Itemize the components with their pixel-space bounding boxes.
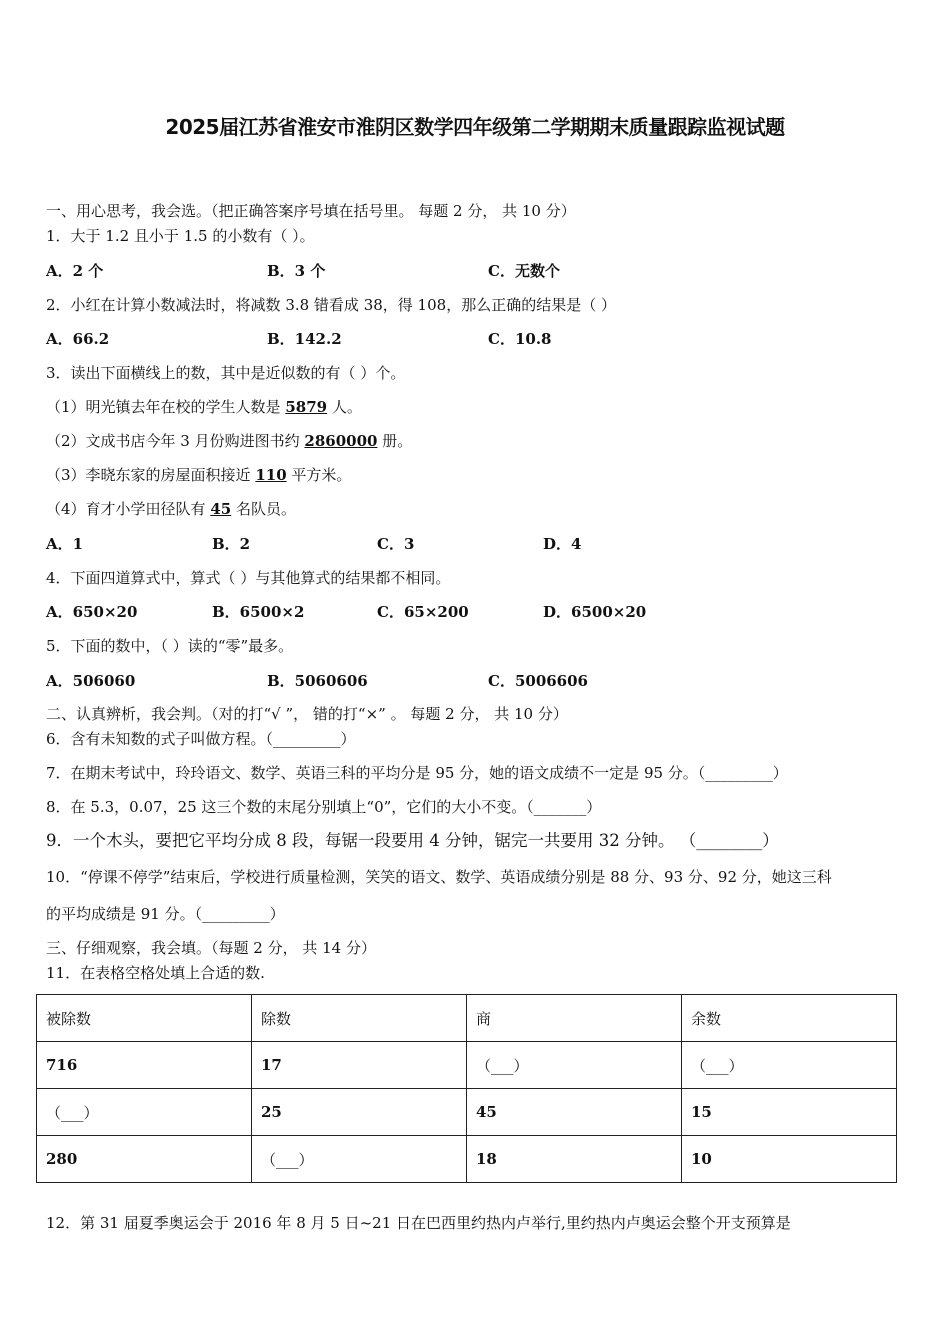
section-2-heading: 二、认真辨析，我会判。（对的打“√ ”， 错的打“×” 。 每题 2 分， 共 10 分） xyxy=(46,705,568,723)
table-cell: 25 xyxy=(252,1089,467,1136)
table-row xyxy=(37,1136,897,1183)
q1-option-c: C．无数个 xyxy=(488,262,560,280)
division-table xyxy=(36,994,897,1183)
table-cell: 280 xyxy=(37,1136,252,1183)
header-quotient: 商 xyxy=(467,995,682,1042)
q4-option-b: B．6500×2 xyxy=(212,603,305,621)
q3-item-1: （1）明光镇去年在校的学生人数是 5879 人。 xyxy=(46,398,362,416)
q2-option-c: C．10.8 xyxy=(488,330,552,348)
section-1-heading: 一、用心思考，我会选。（把正确答案序号填在括号里。 每题 2 分， 共 10 分） xyxy=(46,202,576,220)
q3-option-a: A．1 xyxy=(46,535,84,553)
page-title: 2025届江苏省淮安市淮阴区数学四年级第二学期期末质量跟踪监视试题 xyxy=(165,115,785,139)
header-divisor: 除数 xyxy=(252,995,467,1042)
q5-option-c: C．5006606 xyxy=(488,672,588,690)
question-10-line-2: 的平均成绩是 91 分。（_________） xyxy=(46,905,285,923)
table-cell-blank[interactable]: （___） xyxy=(252,1136,467,1183)
question-2: 2．小红在计算小数减法时，将减数 3.8 错看成 38，得 108，那么正确的结果是（ ） xyxy=(46,296,616,314)
table-row xyxy=(37,1042,897,1089)
table-cell: 716 xyxy=(37,1042,252,1089)
q5-option-a: A．506060 xyxy=(46,672,136,690)
question-3: 3．读出下面横线上的数，其中是近似数的有（ ）个。 xyxy=(46,364,406,382)
q1-option-b: B．3 个 xyxy=(267,262,326,280)
question-10-line-1: 10．“停课不停学”结束后，学校进行质量检测，笑笑的语文、数学、英语成绩分别是 88 分、93 分、92 分，她这三科 xyxy=(46,868,832,886)
question-8: 8．在 5.3，0.07，25 这三个数的末尾分别填上“0”，它们的大小不变。（_______） xyxy=(46,798,602,816)
question-12: 12．第 31 届夏季奥运会于 2016 年 8 月 5 日~21 日在巴西里约热内卢举行,里约热内卢奥运会整个开支预算是 xyxy=(46,1214,791,1232)
q4-option-c: C．65×200 xyxy=(377,603,469,621)
table-cell-blank[interactable]: （___） xyxy=(467,1042,682,1089)
question-7: 7．在期末考试中，玲玲语文、数学、英语三科的平均分是 95 分，她的语文成绩不一定是 95 分。（_________） xyxy=(46,764,788,782)
q2-option-b: B．142.2 xyxy=(267,330,342,348)
table-cell: 17 xyxy=(252,1042,467,1089)
question-11: 11．在表格空格处填上合适的数. xyxy=(46,964,265,982)
q3-item-4: （4）育才小学田径队有 45 名队员。 xyxy=(46,500,296,518)
table-cell: 45 xyxy=(467,1089,682,1136)
table-cell: 18 xyxy=(467,1136,682,1183)
table-cell-blank[interactable]: （___） xyxy=(682,1042,897,1089)
q5-option-b: B．5060606 xyxy=(267,672,368,690)
header-remainder: 余数 xyxy=(682,995,897,1042)
table-cell: 15 xyxy=(682,1089,897,1136)
q3-option-c: C．3 xyxy=(377,535,415,553)
q4-option-d: D．6500×20 xyxy=(543,603,647,621)
table-cell: 10 xyxy=(682,1136,897,1183)
q3-option-d: D．4 xyxy=(543,535,582,553)
header-dividend: 被除数 xyxy=(37,995,252,1042)
section-3-heading: 三、仔细观察，我会填。（每题 2 分， 共 14 分） xyxy=(46,939,376,957)
q3-item-2: （2）文成书店今年 3 月份购进图书约 2860000 册。 xyxy=(46,432,413,450)
question-1: 1．大于 1.2 且小于 1.5 的小数有（ ）。 xyxy=(46,227,315,245)
q4-option-a: A．650×20 xyxy=(46,603,138,621)
table-cell-blank[interactable]: （___） xyxy=(37,1089,252,1136)
question-5: 5．下面的数中，（ ）读的“零”最多。 xyxy=(46,637,294,655)
q2-option-a: A．66.2 xyxy=(46,330,110,348)
table-row xyxy=(37,1089,897,1136)
table-header-row xyxy=(37,995,897,1042)
question-4: 4．下面四道算式中，算式（ ）与其他算式的结果都不相同。 xyxy=(46,569,451,587)
question-9: 9．一个木头，要把它平均分成 8 段，每锯一段要用 4 分钟，锯完一共要用 32 分钟。 （________） xyxy=(46,831,779,850)
question-6: 6．含有未知数的式子叫做方程。（_________） xyxy=(46,730,356,748)
q1-option-a: A．2 个 xyxy=(46,262,104,280)
q3-option-b: B．2 xyxy=(212,535,251,553)
q3-item-3: （3）李晓东家的房屋面积接近 110 平方米。 xyxy=(46,466,352,484)
